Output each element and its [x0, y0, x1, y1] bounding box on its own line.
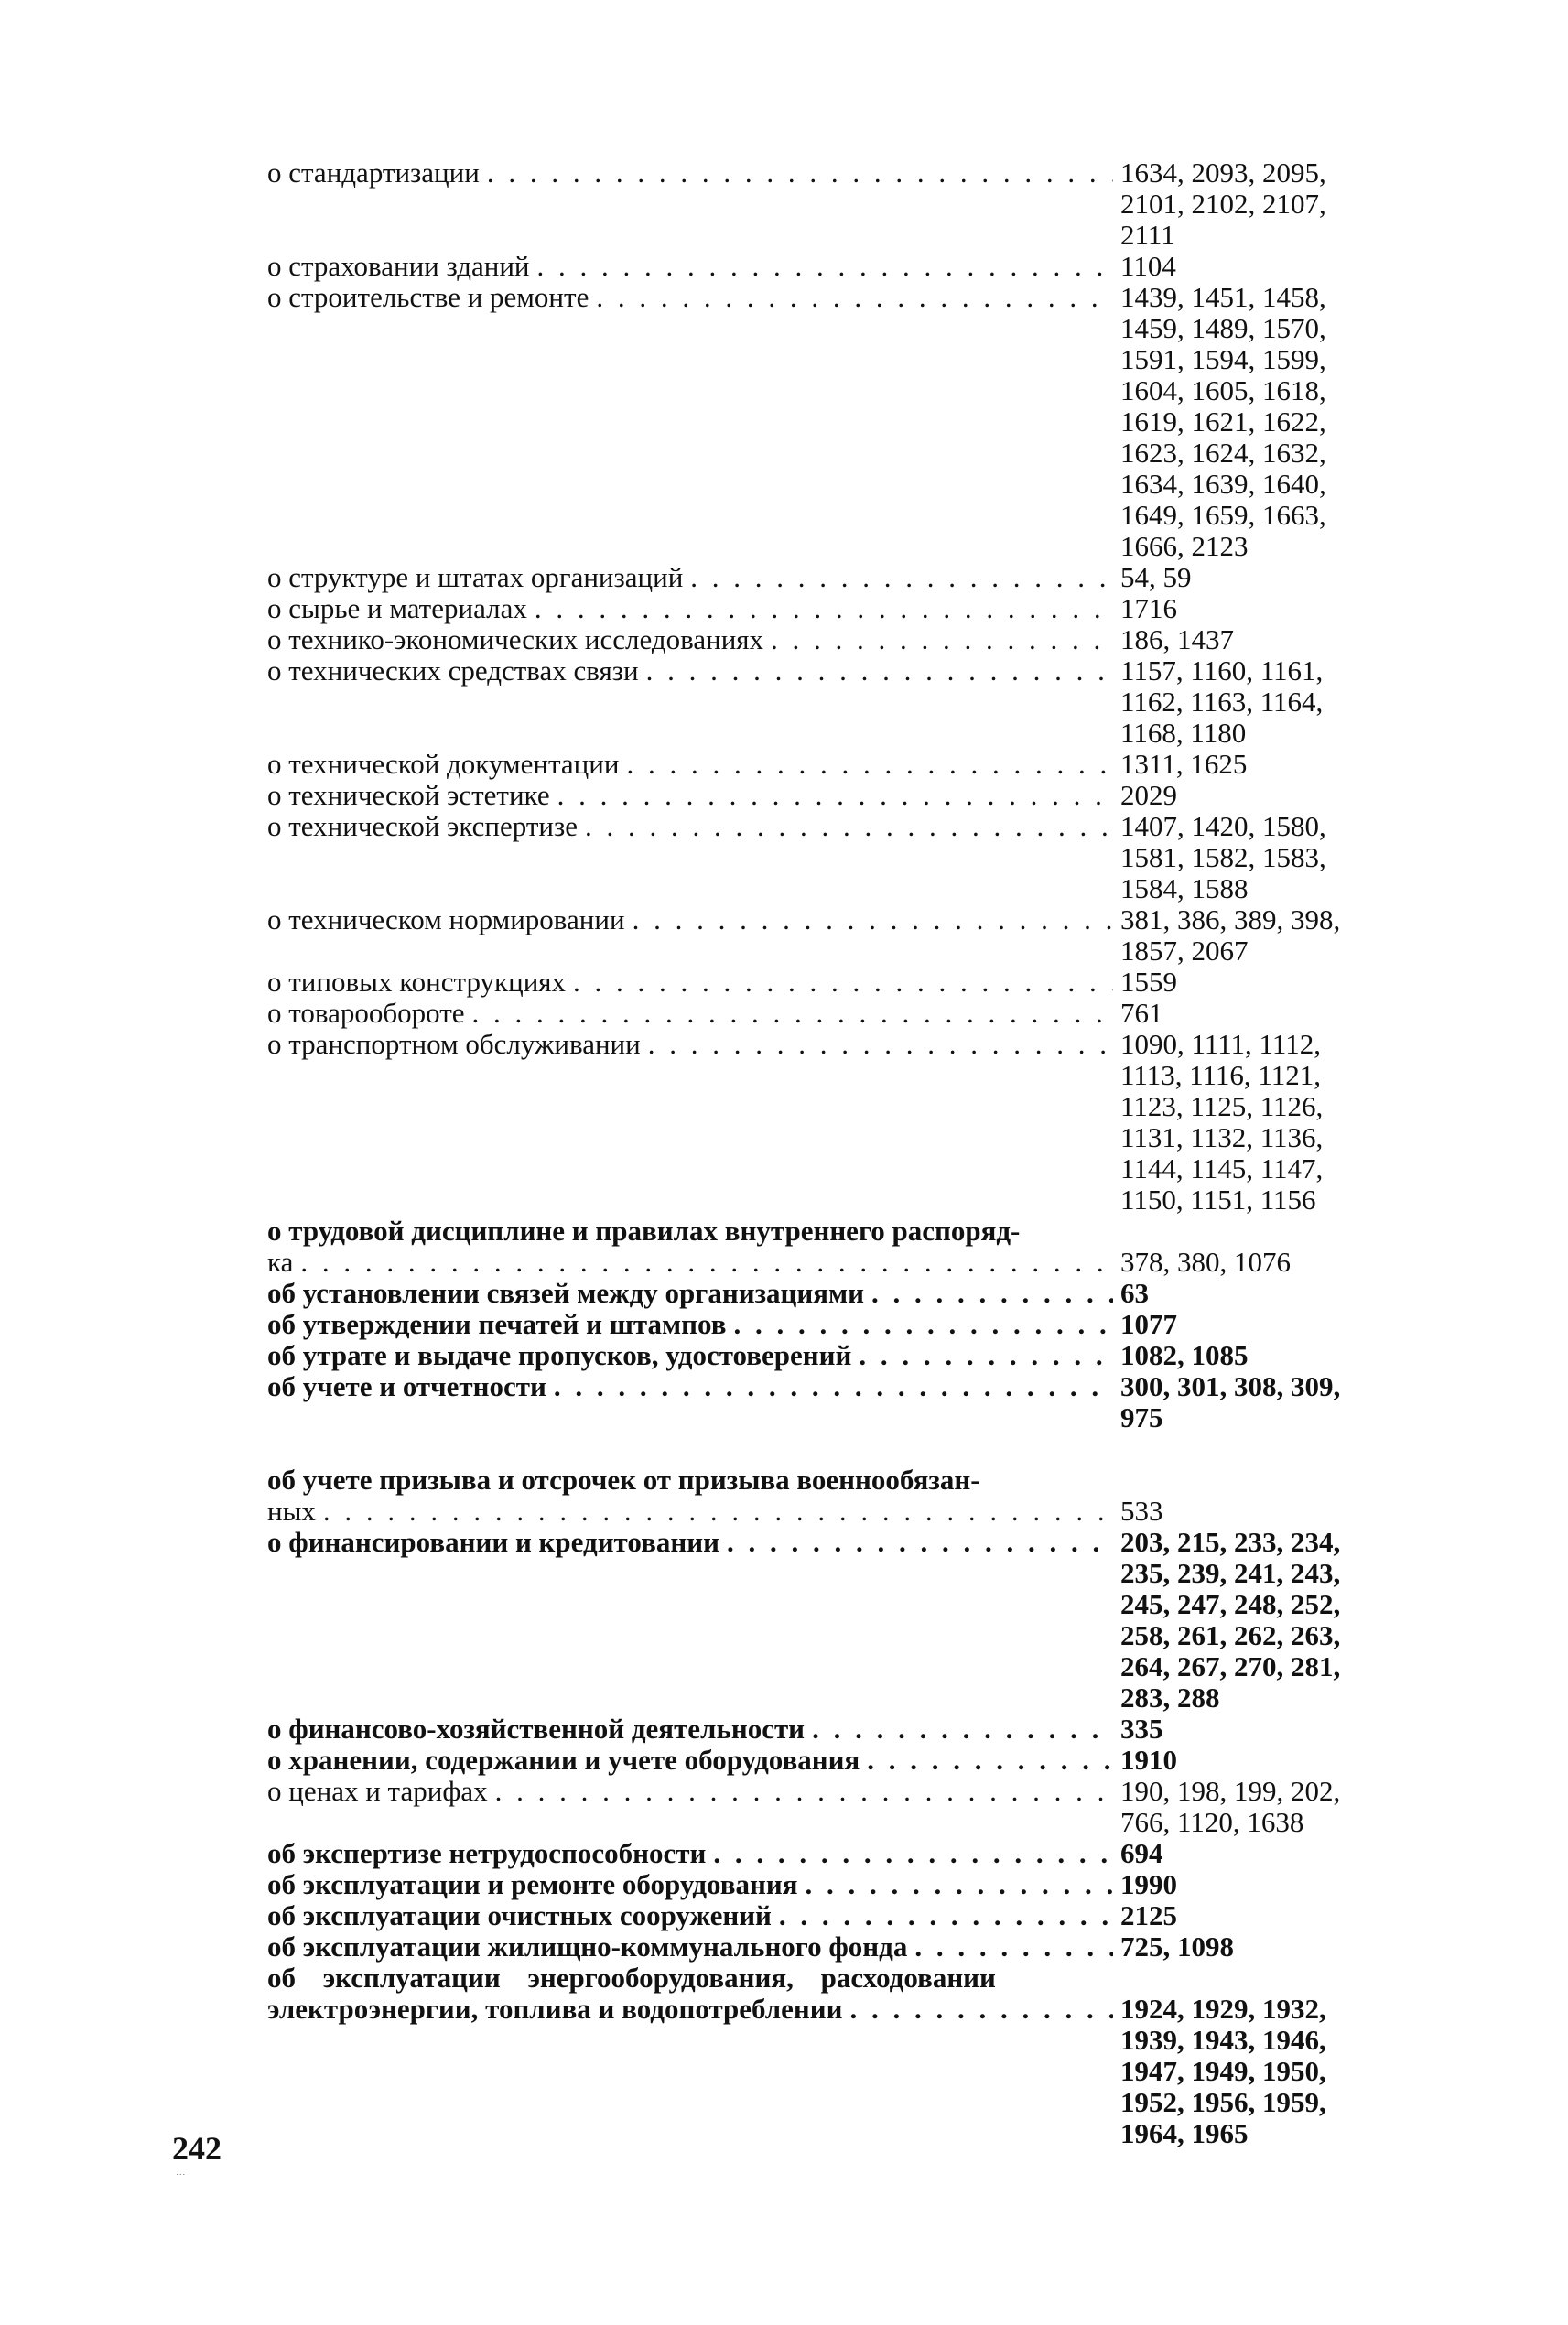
- index-entry: [267, 282, 1411, 562]
- entry-topic: об эксплуатации и ремонте оборудования: [267, 1869, 798, 1900]
- dot-leader: [293, 1247, 1113, 1278]
- index-entry: [267, 562, 1411, 593]
- dot-leader: [772, 1900, 1113, 1931]
- entry-pages: 1104: [1120, 250, 1176, 282]
- entry-pages: 2125: [1120, 1899, 1177, 1931]
- page-number: 242: [172, 2130, 222, 2167]
- entry-pages: 381, 386, 389, 398, 1857, 2067: [1120, 903, 1341, 967]
- index-entry: [267, 1309, 1411, 1340]
- entry-topic: о техническом нормировании: [267, 904, 625, 935]
- dot-leader: [851, 1340, 1113, 1371]
- entry-topic: об эксплуатации очистных сооружений: [267, 1900, 772, 1931]
- index-entry: [267, 593, 1411, 624]
- entry-pages: 1990: [1120, 1868, 1177, 1900]
- dot-leader: [683, 562, 1113, 593]
- index-entry: [267, 1029, 1411, 1216]
- entry-topic: о структуре и штатах организаций: [267, 562, 684, 593]
- dot-leader: [527, 593, 1113, 624]
- index-entry: [267, 157, 1411, 251]
- entry-pages: 300, 301, 308, 309, 975: [1120, 1370, 1341, 1433]
- dot-leader: [625, 904, 1113, 935]
- entry-topic: об установлении связей между организациями: [267, 1278, 865, 1309]
- entry-topic: о технической документации: [267, 749, 620, 780]
- index-entry: [267, 749, 1411, 780]
- entry-pages: 1090, 1111, 1112, 1113, 1116, 1121, 1123, 1125, 1126, 1131, 1132, 1136, 1144, 1145, 1147, 1150, 1151, 1156: [1120, 1028, 1324, 1216]
- entry-topic: о стандартизации: [267, 157, 480, 189]
- entry-topic: о финансово-хозяйственной деятельности: [267, 1714, 806, 1745]
- entry-topic: о строительстве и ремонте: [267, 282, 589, 313]
- entry-topic: о хранении, содержании и учете оборудования: [267, 1745, 860, 1776]
- index-entry: [267, 1900, 1411, 1931]
- entry-topic: о технической эстетике: [267, 780, 550, 811]
- entry-pages: 1157, 1160, 1161, 1162, 1163, 1164, 1168, 1180: [1120, 654, 1324, 749]
- dot-leader: [907, 1931, 1113, 1963]
- entry-pages: 186, 1437: [1120, 623, 1234, 655]
- dot-leader: [726, 1309, 1113, 1340]
- dot-leader: [860, 1745, 1113, 1776]
- entry-topic: электроэнергии, топлива и водопотреблении: [267, 1994, 843, 2025]
- entry-topic: о технической экспертизе: [267, 811, 578, 842]
- subject-index: [267, 157, 1411, 2149]
- index-entry: [267, 1340, 1411, 1371]
- dot-leader: [530, 251, 1113, 282]
- dot-leader: [706, 1838, 1113, 1869]
- entry-pages: 203, 215, 233, 234, 235, 239, 241, 243, 245, 247, 248, 252, 258, 261, 262, 263, 264, 267, 270, 281, 283, 288: [1120, 1526, 1341, 1714]
- dot-leader: [589, 282, 1113, 313]
- index-entry: [267, 998, 1411, 1029]
- dot-leader: [566, 967, 1113, 998]
- dot-leader: [843, 1994, 1113, 2025]
- index-entry: [267, 811, 1411, 904]
- index-entry: [267, 780, 1411, 811]
- dot-leader: [639, 655, 1113, 687]
- entry-pages: 1910: [1120, 1744, 1177, 1776]
- entry-topic: о ценах и тарифах: [267, 1776, 488, 1807]
- index-entry: [267, 1838, 1411, 1869]
- entry-topic: о технических средствах связи: [267, 655, 639, 687]
- entry-topic: об утрате и выдаче пропусков, удостоверений: [267, 1340, 852, 1371]
- entry-topic: о сырье и материалах: [267, 593, 527, 624]
- entry-pages: 63: [1120, 1277, 1149, 1309]
- page-number-mark: ...: [176, 2166, 186, 2175]
- entry-pages: 1924, 1929, 1932, 1939, 1943, 1946, 1947, 1949, 1950, 1952, 1956, 1959, 1964, 1965: [1120, 1993, 1326, 2149]
- entry-pages: 694: [1120, 1837, 1163, 1869]
- index-entry: [267, 1869, 1411, 1900]
- index-entry: [267, 1714, 1411, 1745]
- entry-pages: 725, 1098: [1120, 1930, 1234, 1963]
- entry-topic: об экспертизе нетрудоспособности: [267, 1838, 707, 1869]
- index-entry: [267, 1465, 1411, 1527]
- entry-topic: о финансировании и кредитовании: [267, 1527, 719, 1558]
- entry-pages: 1439, 1451, 1458, 1459, 1489, 1570, 1591, 1594, 1599, 1604, 1605, 1618, 1619, 1621, 1622, 1623, 1624, 1632, 1634, 1639, 1640, 1649, 1659, 1663, 1666, 2123: [1120, 281, 1326, 562]
- entry-pages: 761: [1120, 997, 1163, 1029]
- entry-topic: о технико-экономических исследованиях: [267, 624, 764, 655]
- dot-leader: [550, 780, 1113, 811]
- index-entry: [267, 1278, 1411, 1309]
- entry-topic: о транспортном обслуживании: [267, 1029, 641, 1060]
- dot-leader: [619, 749, 1113, 780]
- index-entry: [267, 251, 1411, 282]
- dot-leader: [465, 998, 1113, 1029]
- index-entry: [267, 1931, 1411, 1963]
- entry-pages: 1634, 2093, 2095, 2101, 2102, 2107, 2111: [1120, 157, 1326, 251]
- entry-topic: о типовых конструкциях: [267, 967, 567, 998]
- dot-leader: [864, 1278, 1113, 1309]
- entry-topic-line: о трудовой дисциплине и правилах внутреннего распоряд-: [267, 1215, 1021, 1247]
- entry-topic-line: об учете призыва и отсрочек от призыва военнообязан-: [267, 1464, 980, 1496]
- index-entry: [267, 1216, 1411, 1278]
- entry-topic: об утверждении печатей и штампов: [267, 1309, 727, 1340]
- entry-pages: 1082, 1085: [1120, 1339, 1249, 1371]
- entry-pages: 1311, 1625: [1120, 748, 1248, 780]
- dot-leader: [763, 624, 1113, 655]
- entry-pages: 54, 59: [1120, 561, 1192, 593]
- entry-topic-line: об эксплуатации энергооборудования, расходовании: [267, 1962, 996, 1994]
- dot-leader: [480, 157, 1113, 189]
- entry-pages: 533: [1120, 1495, 1163, 1527]
- entry-pages: 1077: [1120, 1308, 1177, 1340]
- index-entry: [267, 624, 1411, 655]
- entry-topic: ных: [267, 1496, 316, 1527]
- dot-leader: [488, 1776, 1113, 1807]
- entry-topic: о страховании зданий: [267, 251, 530, 282]
- entry-topic: об учете и отчетности: [267, 1371, 546, 1402]
- entry-pages: 335: [1120, 1713, 1163, 1745]
- dot-leader: [798, 1869, 1113, 1900]
- index-entry: [267, 1527, 1411, 1714]
- entry-pages: 2029: [1120, 779, 1177, 811]
- dot-leader: [641, 1029, 1113, 1060]
- index-entry: [267, 1963, 1411, 2149]
- entry-pages: 1407, 1420, 1580, 1581, 1582, 1583, 1584, 1588: [1120, 810, 1326, 904]
- index-entry: [267, 655, 1411, 749]
- index-entry: [267, 1776, 1411, 1838]
- entry-pages: 190, 198, 199, 202, 766, 1120, 1638: [1120, 1775, 1341, 1838]
- entry-pages: 1559: [1120, 966, 1177, 998]
- entry-topic: ка: [267, 1247, 294, 1278]
- entry-pages: 378, 380, 1076: [1120, 1246, 1291, 1278]
- index-entry: [267, 1745, 1411, 1776]
- index-entry: [267, 1371, 1411, 1433]
- entry-topic: о товарообороте: [267, 998, 465, 1029]
- entry-topic: об эксплуатации жилищно-коммунального фонда: [267, 1931, 908, 1963]
- index-entry: [267, 904, 1411, 967]
- dot-leader: [578, 811, 1113, 842]
- dot-leader: [546, 1371, 1113, 1402]
- dot-leader: [719, 1527, 1113, 1558]
- dot-leader: [805, 1714, 1113, 1745]
- dot-leader: [316, 1496, 1113, 1527]
- entry-pages: 1716: [1120, 592, 1177, 624]
- index-entry: [267, 967, 1411, 998]
